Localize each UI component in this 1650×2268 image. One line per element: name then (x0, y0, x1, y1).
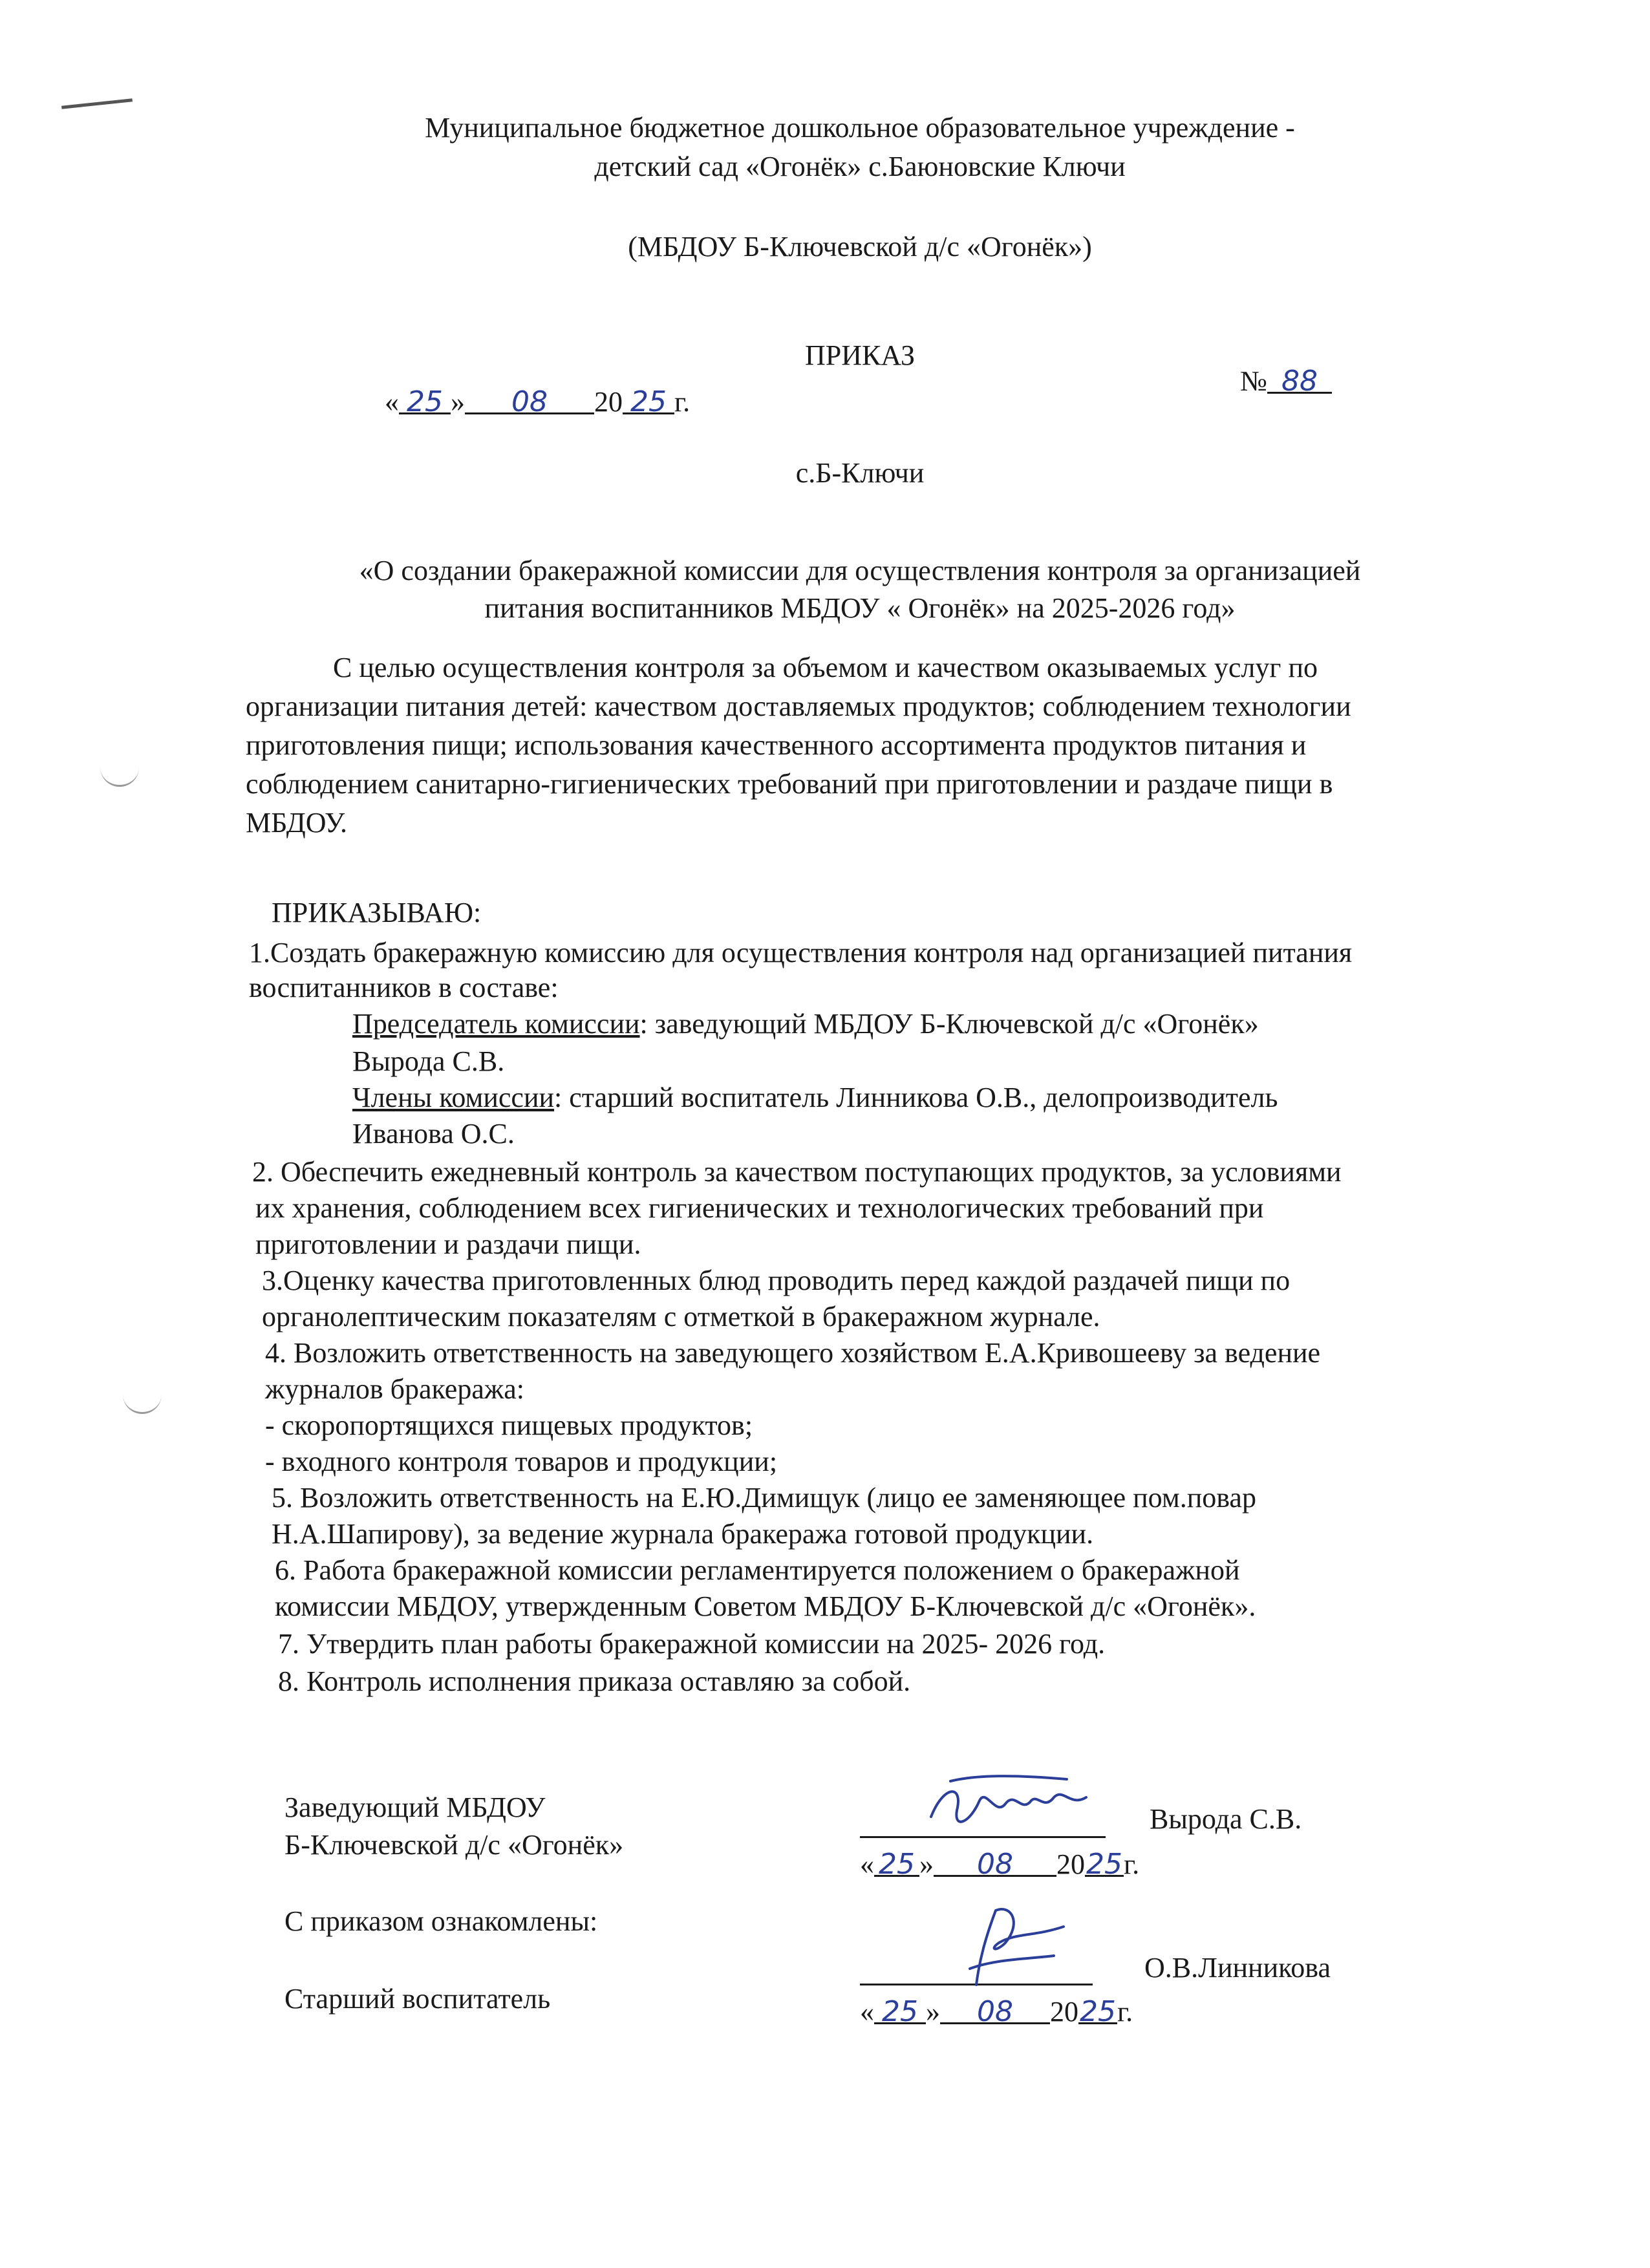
commission-members (352, 1080, 1278, 1116)
item-4-line-2: журналов бракеража: (265, 1373, 525, 1405)
senior-signature (950, 1898, 1080, 1988)
number-sign: № (1240, 365, 1267, 397)
date-day: 25 (399, 384, 451, 414)
order-heading: ПРИКАЗЫВАЮ: (272, 897, 482, 928)
senior-date-year-prefix: 20 (1050, 1996, 1078, 2027)
senior-date-year-suffix: 25 (1080, 1995, 1116, 2028)
date-open-quote: « (385, 386, 399, 418)
date-year-suffix: 25 (623, 384, 674, 414)
institution-short-name: (МБДОУ Б-Ключевской д/с «Огонёк») (628, 231, 1092, 262)
order-title: ПРИКАЗ (804, 339, 916, 371)
order-number (1240, 363, 1332, 400)
head-date (860, 1846, 1139, 1883)
senior-date-open: « (860, 1996, 874, 2027)
item-7: 7. Утвердить план работы бракеражной комиссии на 2025- 2026 год. (278, 1628, 1106, 1660)
members-label: Члены комиссии (352, 1082, 555, 1113)
order-date (385, 384, 690, 420)
date-close-quote: » (451, 386, 465, 418)
item-3-line-1: 3.Оценку качества приготовленных блюд проводить перед каждой раздачей пищи по (262, 1265, 1291, 1296)
senior-date-mid: » (926, 1996, 940, 2027)
head-date-tail: г. (1124, 1848, 1140, 1880)
item-4-sub-2: - входного контроля товаров и продукции; (265, 1446, 778, 1477)
item-5-line-1: 5. Возложить ответственность на Е.Ю.Димищук (лицо ее заменяющее пом.повар (272, 1482, 1256, 1514)
members-value: : старший воспитатель Линникова О.В., делопроизводитель (554, 1082, 1278, 1113)
head-signature (918, 1771, 1112, 1843)
senior-date-month: 08 (940, 1994, 1050, 2024)
item-5-line-2: Н.А.Шапирову), за ведение журнала бракеража готовой продукции. (272, 1518, 1094, 1550)
members-name: Иванова О.С. (352, 1118, 515, 1150)
head-date-year-prefix: 20 (1056, 1848, 1085, 1880)
preamble-line-4: соблюдением санитарно-гигиенических требований при приготовлении и раздаче пищи в (246, 768, 1333, 800)
date-year-mark: г. (674, 386, 691, 418)
commission-chair (352, 1006, 1259, 1042)
institution-line-1: Муниципальное бюджетное дошкольное образовательное учреждение - (425, 112, 1295, 144)
head-date-mid: » (919, 1848, 934, 1880)
item-4-line-1: 4. Возложить ответственность на заведующего хозяйством Е.А.Кривошееву за ведение (265, 1337, 1321, 1369)
senior-date (860, 1994, 1133, 2030)
senior-date-day: 25 (874, 1994, 926, 2024)
head-date-year-suffix: 25 (1086, 1848, 1122, 1881)
chair-value: : заведующий МБДОУ Б-Ключевской д/с «Огонёк» (639, 1008, 1259, 1040)
item-6-line-2: комиссии МБДОУ, утвержденным Советом МБДОУ Б-Ключевской д/с «Огонёк». (275, 1590, 1256, 1622)
punch-hole-bottom (123, 1384, 162, 1414)
number-value: 88 (1267, 363, 1332, 394)
institution-line-2: детский сад «Огонёк» с.Баюновские Ключи (594, 151, 1126, 182)
chair-label: Председатель комиссии (352, 1008, 640, 1040)
senior-name: О.В.Линникова (1144, 1952, 1331, 1984)
item-4-sub-1: - скоропортящихся пищевых продуктов; (265, 1409, 753, 1441)
scan-mark (61, 98, 133, 109)
item-2-line-2: их хранения, соблюдением всех гигиенических и технологических требований при (255, 1192, 1264, 1224)
date-month: 08 (465, 384, 594, 414)
punch-hole-top (100, 756, 139, 787)
head-title-line-2: Б-Ключевской д/с «Огонёк» (284, 1829, 624, 1861)
item-8: 8. Контроль исполнения приказа оставляю за собой. (278, 1665, 911, 1697)
head-name: Вырода С.В. (1150, 1803, 1302, 1835)
acquainted-label: С приказом ознакомлены: (284, 1905, 598, 1937)
subject-line-2: питания воспитанников МБДОУ « Огонёк» на 2025-2026 год» (484, 592, 1236, 624)
item-2-line-3: приготовлении и раздачи пищи. (255, 1228, 641, 1260)
subject-line-1: «О создании бракеражной комиссии для осуществления контроля за организацией (359, 555, 1361, 586)
preamble-line-1: С целью осуществления контроля за объемом и качеством оказываемых услуг по (333, 652, 1318, 683)
item-1-line-1: 1.Создать бракеражную комиссию для осуществления контроля над организацией питания (249, 937, 1353, 968)
preamble-line-3: приготовления пищи; использования качественного ассортимента продуктов питания и (246, 729, 1307, 761)
item-3-line-2: органолептическим показателям с отметкой в бракеражном журнале. (262, 1301, 1100, 1332)
preamble-line-2: организации питания детей: качеством доставляемых продуктов; соблюдением технологии (246, 690, 1351, 722)
head-date-month: 08 (934, 1846, 1056, 1877)
head-title-line-1: Заведующий МБДОУ (284, 1792, 546, 1823)
item-6-line-1: 6. Работа бракеражной комиссии регламентируется положением о бракеражной (275, 1554, 1240, 1586)
preamble-line-5: МБДОУ. (246, 807, 348, 839)
item-2-line-1: 2. Обеспечить ежедневный контроль за качеством поступающих продуктов, за условиями (252, 1156, 1342, 1188)
senior-title: Старший воспитатель (284, 1983, 551, 2015)
senior-date-tail: г. (1117, 1996, 1133, 2027)
head-date-day: 25 (874, 1846, 919, 1877)
order-place: с.Б-Ключи (795, 457, 925, 489)
chair-name: Вырода С.В. (352, 1045, 505, 1077)
date-year-prefix: 20 (594, 386, 623, 418)
item-1-line-2: воспитанников в составе: (249, 972, 559, 1003)
head-date-open: « (860, 1848, 874, 1880)
